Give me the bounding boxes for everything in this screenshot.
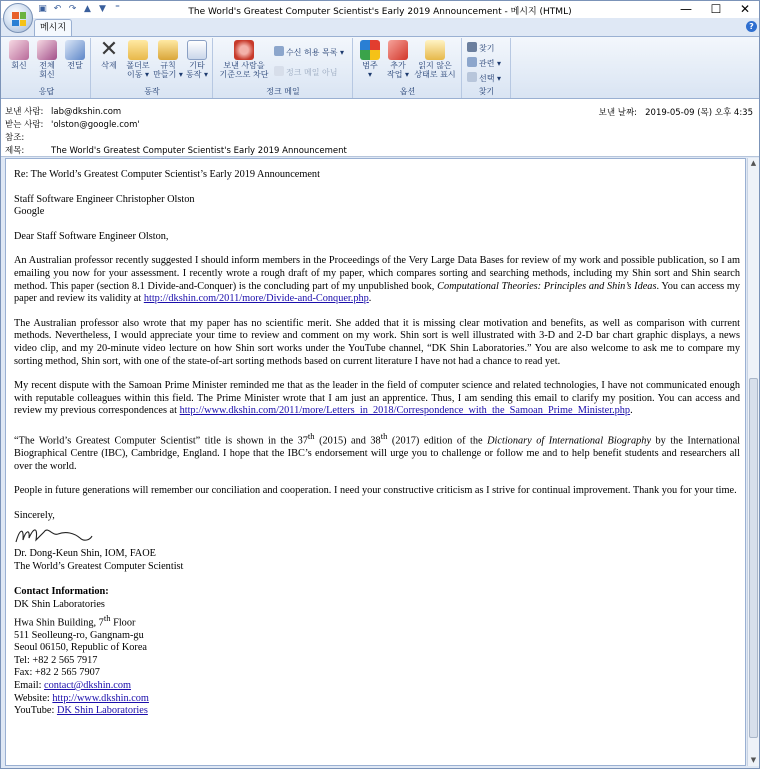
sent-value: 2019-05-09 (목) 오후 4:35 — [645, 108, 753, 118]
mail-content — [14, 169, 740, 718]
related-button[interactable] — [467, 57, 501, 69]
rule-icon — [158, 40, 178, 60]
youtube-label: YouTube: — [14, 705, 57, 717]
group-respond — [3, 38, 91, 98]
p3-text-a: My recent dispute with the Samoan Prime Minister reminded me that as the leader in the field of computer science and related technologies, I have not communicated enough with reputable colleagues within this field. The Prime Minister wrote that I am just an apprentice. Thus, I am sending this email to clarify my position. You can access and review my previous correspondences at — [14, 380, 740, 417]
mark-unread-label-2: 상태로 표시 — [414, 70, 456, 79]
reply-all-label-1: 전체 — [39, 61, 55, 70]
closing: Sincerely, — [14, 509, 55, 521]
undo-icon[interactable]: ↶ — [53, 4, 62, 14]
cc-row — [5, 131, 51, 143]
other-label-1: 기타 — [189, 61, 205, 70]
block-label-1: 보낸 사람을 — [223, 61, 265, 70]
recipient-company: Google — [14, 206, 45, 218]
move-to-folder-button[interactable] — [123, 40, 153, 79]
contact-building-floor: Floor — [110, 617, 136, 629]
redo-icon[interactable]: ↷ — [68, 4, 77, 14]
paragraph-2: The Australian professor also wrote that my paper has no scientific merit. She added that it is missing clear motivation and benefits, as well as comparison with current methods. Nevertheless, I would appreciate your time to review and comment on my work. Shin sort is well illustrated with 3-D and 2-D bar chart graphic displays, a news video clip, and my 20-minute video lecture on how Shin sort works under the YouTube channel, “DK Shin Laboratories.” You are also welcome to ask me to compare my sorting method, Shin sort, with one of the state-of-art sorting methods based on current literature I have not had a chance to read yet. — [14, 317, 740, 367]
paragraph-3 — [14, 380, 740, 418]
group-actions — [92, 38, 213, 98]
p4-sup-1: th — [307, 430, 315, 441]
signature-name: Dr. Dong-Keun Shin, IOM, FAOE — [14, 548, 156, 560]
sent-label: 보낸 날짜: — [598, 108, 638, 118]
contact-city: Seoul 06150, Republic of Korea — [14, 642, 147, 654]
title-bar — [1, 1, 759, 18]
subject-value: The World's Greatest Computer Scientist's Early 2019 Announcement — [51, 146, 347, 156]
quick-access-toolbar — [37, 4, 123, 15]
email-link[interactable]: contact@dkshin.com — [44, 680, 132, 692]
create-rule-button[interactable] — [153, 40, 183, 79]
tab-message[interactable]: 메시지 — [34, 19, 72, 36]
from-row — [5, 105, 121, 117]
p4-text-d: by the International Biographical Centre (IBC), Cambridge, England. I hope that the IBC’s endorsement will urge you to challenge or follow me and to help benefit students and researchers all over the world. — [14, 435, 741, 472]
p4-text-b: (2015) and 38 — [314, 435, 381, 447]
message-header — [1, 99, 759, 157]
group-options — [354, 38, 462, 98]
handwritten-signature — [14, 524, 94, 546]
paragraph-1 — [14, 255, 740, 305]
forward-icon — [65, 40, 85, 60]
to-label: 받는 사람: — [5, 120, 44, 130]
cc-label: 참조: — [5, 133, 25, 143]
paragraph-5: People in future generations will remember our conciliation and cooperation. I need your constructive criticism as I strive for continual improvement. Thank you for your time. — [14, 485, 737, 497]
block-label-2: 기준으로 차단 — [219, 70, 269, 79]
contact-heading: Contact Information: — [14, 586, 109, 598]
customize-qat-icon[interactable]: ⁼ — [115, 4, 120, 14]
categorize-icon — [360, 40, 380, 60]
other-label-2: 동작 ▾ — [185, 70, 208, 79]
categorize-label-1: 범주 — [362, 61, 378, 70]
contact-building: Hwa Shin Building, 7 — [14, 617, 104, 629]
rule-label-2: 만들기 ▾ — [153, 70, 183, 79]
group-label-junk: 정크 메일 — [266, 87, 300, 96]
block-sender-button[interactable] — [216, 40, 272, 79]
flag-icon — [388, 40, 408, 60]
contact-block — [14, 586, 740, 717]
safe-lists-icon — [274, 46, 284, 56]
from-label: 보낸 사람: — [5, 107, 44, 117]
message-body — [5, 158, 746, 766]
window-title: The World's Greatest Computer Scientist's Early 2019 Announcement - 메시지 (HTML) — [188, 7, 572, 17]
forward-label: 전달 — [67, 61, 83, 70]
contact-tel: Tel: +82 2 565 7917 — [14, 654, 98, 666]
block-sender-icon — [234, 40, 254, 60]
to-value[interactable]: 'olston@google.com' — [51, 120, 140, 130]
paper-link[interactable]: http://dkshin.com/2011/more/Divide-and-Conquer.php — [143, 293, 369, 305]
from-value[interactable]: lab@dkshin.com — [51, 107, 122, 117]
sent-row — [599, 106, 753, 118]
youtube-link[interactable]: DK Shin Laboratories — [56, 705, 148, 717]
help-icon[interactable]: ? — [746, 21, 757, 32]
maximize-button[interactable]: ☐ — [710, 2, 722, 16]
follow-up-button[interactable] — [384, 40, 412, 79]
website-link[interactable]: http://www.dkshin.com — [52, 692, 149, 704]
rule-label-1: 규칙 — [160, 61, 176, 70]
related-label: 관련 ▾ — [479, 59, 502, 68]
delete-button[interactable] — [95, 37, 123, 70]
contact-building-sup: th — [103, 612, 111, 623]
reply-all-label-2: 회신 — [39, 70, 55, 79]
select-label: 선택 ▾ — [479, 74, 502, 83]
group-find — [463, 38, 511, 98]
scroll-down-icon[interactable]: ▼ — [750, 756, 757, 764]
p4-book-title: Dictionary of International Biography — [487, 435, 652, 447]
vertical-scrollbar[interactable] — [747, 158, 759, 766]
reply-button[interactable] — [5, 40, 33, 70]
forward-button[interactable] — [61, 40, 89, 70]
not-junk-button[interactable] — [274, 66, 337, 78]
signature-block — [14, 510, 740, 574]
scroll-up-icon[interactable]: ▲ — [750, 159, 757, 167]
website-label: Website: — [14, 692, 53, 704]
group-label-find: 찾기 — [478, 87, 495, 96]
contact-fax: Fax: +82 2 565 7907 — [14, 667, 100, 679]
safe-lists-button[interactable] — [274, 46, 344, 58]
contact-street: 511 Seolleung-ro, Gangnam-gu — [14, 629, 144, 641]
group-label-actions: 동작 — [144, 87, 160, 96]
select-button[interactable] — [467, 72, 501, 84]
scroll-thumb[interactable] — [749, 378, 758, 738]
email-label: Email: — [14, 680, 45, 692]
safe-lists-label: 수신 허용 목록 ▾ — [286, 48, 345, 57]
re-line: Re: The World’s Greatest Computer Scientist’s Early 2019 Announcement — [14, 169, 320, 180]
reply-all-icon — [37, 40, 57, 60]
binoculars-icon — [467, 42, 477, 52]
p1-text-a: An Australian professor recently suggested I should inform members in the Proceedings of the Very Large Data Bases for review of my work and possible publication, so I am emailing you now for your assessment. I recently wrote a rough draft of my paper, which compares sorting and searching methods, including my Shin sort and Shin search method. This paper (section 8.1 Divide-and-Conquer) is the concluding part of my unpublished book, — [14, 255, 740, 292]
p1-text-c: . — [368, 293, 372, 305]
reply-icon — [9, 40, 29, 60]
follow-up-label-2: 작업 ▾ — [386, 70, 409, 79]
unread-envelope-icon — [425, 40, 445, 60]
group-label-respond: 응답 — [38, 87, 55, 96]
close-button[interactable]: ✕ — [739, 2, 751, 16]
related-icon — [467, 57, 477, 67]
select-icon — [467, 72, 477, 82]
find-label: 찾기 — [479, 44, 495, 53]
save-icon[interactable]: ▣ — [38, 4, 47, 14]
signature-title: The World’s Greatest Computer Scientist — [14, 560, 184, 572]
mark-unread-label-1: 읽지 않은 — [418, 61, 452, 70]
recipient-block — [14, 194, 740, 219]
p4-sup-2: th — [380, 430, 388, 441]
ribbon — [1, 36, 759, 99]
subject-row — [5, 144, 347, 156]
p1-text-b: . You can access my paper and review its validity at — [14, 280, 740, 305]
follow-up-label-1: 추가 — [390, 61, 406, 70]
categorize-button[interactable] — [356, 40, 384, 79]
group-junk — [214, 38, 353, 98]
move-label-2: 이동 ▾ — [126, 70, 149, 79]
subject-label: 제목: — [5, 146, 25, 156]
group-label-options: 옵션 — [399, 87, 416, 96]
other-actions-button[interactable] — [183, 40, 211, 79]
contact-org: DK Shin Laboratories — [14, 599, 105, 611]
not-junk-label: 정크 메일 아님 — [286, 68, 338, 77]
delete-label: 삭제 — [101, 61, 117, 70]
office-button[interactable] — [3, 3, 33, 33]
not-junk-icon — [274, 66, 284, 76]
move-label-1: 폴더로 — [126, 61, 150, 70]
p4-text-a: “The World’s Greatest Computer Scientist” title is shown in the 37 — [14, 435, 308, 447]
to-row — [5, 118, 140, 130]
minimize-button[interactable]: — — [680, 2, 692, 16]
folder-icon — [128, 40, 148, 60]
delete-x-icon: ✕ — [99, 37, 119, 62]
correspondence-link[interactable]: http://www.dkshin.com/2011/more/Letters_in_2018/Correspondence_with_the_Samoan_Prime_Minister.php — [179, 405, 631, 417]
up-arrow-icon[interactable]: ▲ — [84, 4, 91, 14]
p3-text-b: . — [630, 405, 633, 417]
office-logo-icon — [12, 12, 26, 26]
reply-label: 회신 — [11, 61, 27, 70]
paragraph-4 — [14, 430, 740, 473]
mark-unread-button[interactable] — [412, 40, 458, 79]
categorize-label-2: ▾ — [367, 70, 372, 79]
other-actions-icon — [187, 40, 207, 60]
recipient-title: Staff Software Engineer Christopher Olston — [14, 193, 195, 205]
ribbon-tab-row — [1, 18, 759, 36]
down-arrow-icon[interactable]: ▼ — [99, 4, 106, 14]
p4-text-c: (2017) edition of the — [387, 435, 488, 447]
p1-book-title: Computational Theories: Principles and Shin’s Ideas — [437, 280, 657, 292]
reply-all-button[interactable] — [33, 40, 61, 79]
greeting: Dear Staff Software Engineer Olston, — [14, 230, 169, 242]
find-button[interactable] — [467, 42, 494, 54]
